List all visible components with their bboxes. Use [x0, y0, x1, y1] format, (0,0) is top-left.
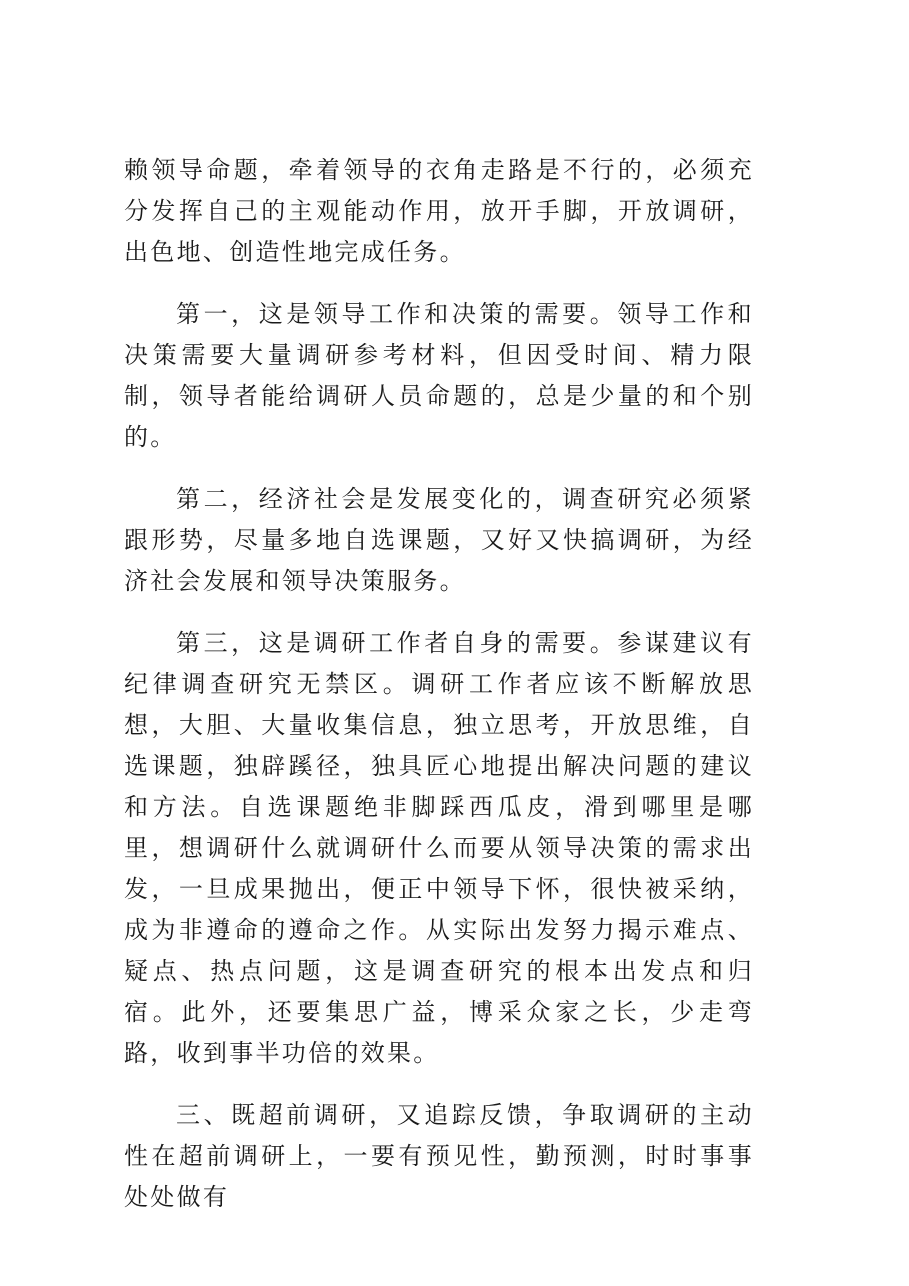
paragraph-5: 三、既超前调研，又追踪反馈，争取调研的主动性在超前调研上，一要有预见性，勤预测，时时事事处处做有 [124, 1101, 754, 1211]
paragraph-1: 赖领导命题，牵着领导的衣角走路是不行的，必须充分发挥自己的主观能动作用，放开手脚，开放调研，出色地、创造性地完成任务。 [124, 156, 754, 266]
paragraph-3: 第二，经济社会是发展变化的，调查研究必须紧跟形势，尽量多地自选课题，又好又快搞调研，为经济社会发展和领导决策服务。 [124, 485, 754, 595]
document-body [124, 150, 754, 1239]
paragraph-4: 第三，这是调研工作者自身的需要。参谋建议有纪律调查研究无禁区。调研工作者应该不断解放思想，大胆、大量收集信息，独立思考，开放思维，自选课题，独辟蹊径，独具匠心地提出解决问题的建议和方法。自选课题绝非脚踩西瓜皮，滑到哪里是哪里，想调研什么就调研什么而要从领导决策的需求出发，一旦成果抛出，便正中领导下怀，很快被采纳，成为非遵命的遵命之作。从实际出发努力揭示难点、疑点、热点问题，这是调查研究的根本出发点和归宿。此外，还要集思广益，博采众家之长，少走弯路，收到事半功倍的效果。 [124, 629, 754, 1067]
paragraph-2: 第一，这是领导工作和决策的需要。领导工作和决策需要大量调研参考材料，但因受时间、精力限制，领导者能给调研人员命题的，总是少量的和个别的。 [124, 300, 754, 451]
